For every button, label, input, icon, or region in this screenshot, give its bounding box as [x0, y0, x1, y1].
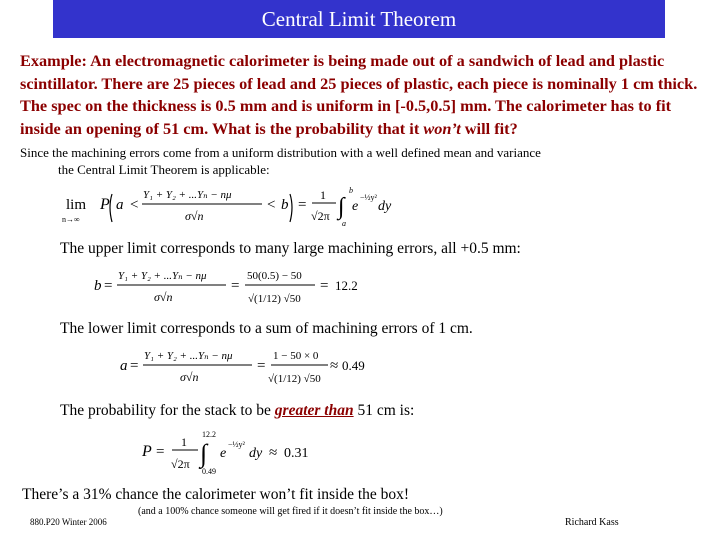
aside-note: (and a 100% chance someone will get fired if it doesn’t fit inside the box…): [138, 506, 443, 517]
slide-title: Central Limit Theorem: [261, 7, 457, 31]
upper-num2: 50(0.5) − 50: [247, 270, 302, 282]
reason-text: [20, 144, 710, 178]
lower-eq3: ≈: [330, 358, 339, 374]
problem-emphasis: won’t: [423, 118, 461, 138]
lower-eq2: =: [257, 358, 266, 374]
prob-P: P: [142, 443, 152, 460]
clt-root: √2π: [311, 209, 330, 223]
lower-limit-text: The lower limit corresponds to a sum of machining errors of 1 cm.: [60, 320, 473, 337]
clt-a: a: [116, 197, 124, 213]
lower-num2: 1 − 50 × 0: [273, 350, 319, 362]
problem-part2: will fit?: [460, 118, 518, 138]
lower-result: 0.49: [342, 358, 365, 373]
reason-line1: Since the machining errors come from a uniform distribution with a well defined mean and variance: [20, 145, 541, 160]
conclusion-text: There’s a 31% chance the calorimeter won’t fit inside the box!: [22, 486, 410, 503]
probability-emphasis: greater than: [274, 402, 354, 419]
problem-statement: [20, 50, 710, 140]
probability-equation: [138, 426, 338, 476]
upper-num1: Y₁ + Y₂ + ...Yₙ − nμ: [118, 270, 207, 282]
upper-result: 12.2: [335, 278, 358, 293]
lower-num1: Y₁ + Y₂ + ...Yₙ − nμ: [144, 350, 233, 362]
clt-lt1: <: [130, 197, 139, 213]
upper-b: b: [94, 278, 102, 294]
clt-lt2: <: [267, 197, 276, 213]
lower-den1: σ√n: [180, 370, 199, 384]
clt-one: 1: [320, 188, 326, 202]
prob-int-top: 12.2: [202, 430, 216, 439]
reason-line2: the Central Limit Theorem is applicable:: [58, 162, 270, 177]
upper-limit-text: The upper limit corresponds to many large machining errors, all +0.5 mm:: [60, 240, 521, 257]
prob-eq1: =: [156, 444, 165, 460]
clt-denominator: σ√n: [185, 209, 204, 223]
probability-text: [60, 402, 414, 420]
problem-part1: Example: An electromagnetic calorimeter is being made out of a sandwich of lead and plastic scintillator. There are 25 pieces of lead and 25 pieces of plastic, each piece is nominally 1 cm thick. The spec on the thickness is 0.5 mm and is uniform in [-0.5,0.5] mm. The calorimeter has to fit inside an opening of 51 cm. What is the probability that it: [20, 51, 698, 138]
upper-den1: σ√n: [154, 290, 173, 304]
clt-integral-sign: ∫: [338, 194, 345, 220]
prob-e: e: [220, 446, 227, 461]
clt-int-bot: a: [342, 219, 346, 228]
clt-b: b: [281, 197, 289, 213]
upper-limit-equation: [92, 263, 382, 309]
prob-integral-sign: ∫: [200, 439, 208, 468]
clt-numerator: Y₁ + Y₂ + ...Yₙ − nμ: [143, 189, 232, 201]
clt-int-top: b: [349, 186, 353, 195]
prob-dy: dy: [249, 446, 263, 461]
prob-int-bot: 0.49: [202, 467, 216, 476]
clt-P: P: [100, 196, 110, 213]
prob-result: 0.31: [284, 446, 309, 461]
footer-author: Richard Kass: [565, 517, 619, 528]
probability-part2: 51 cm is:: [353, 402, 415, 419]
prob-approx: ≈: [269, 445, 278, 461]
prob-root: √2π: [171, 457, 190, 471]
lower-eq1: =: [130, 358, 139, 374]
lower-den2: √(1/12) √50: [268, 373, 321, 385]
footer-course: 880.P20 Winter 2006: [30, 517, 107, 527]
prob-exp: −½y²: [228, 440, 245, 449]
upper-eq1: =: [104, 278, 113, 294]
clt-eq: =: [298, 197, 307, 213]
lower-a: a: [120, 358, 128, 374]
clt-equation: [60, 180, 400, 230]
clt-e: e: [352, 199, 359, 214]
title-bar: [53, 0, 665, 38]
prob-one: 1: [181, 435, 187, 449]
upper-den2: √(1/12) √50: [248, 293, 301, 305]
clt-exp: −½y²: [360, 193, 377, 202]
upper-eq2: =: [231, 278, 240, 294]
lower-limit-equation: [118, 343, 368, 389]
upper-eq3: =: [320, 278, 329, 294]
probability-part1: The probability for the stack to be: [60, 402, 275, 419]
clt-lim: lim: [66, 197, 87, 213]
clt-dy: dy: [378, 199, 392, 214]
clt-lim-sub: n→∞: [62, 215, 80, 224]
